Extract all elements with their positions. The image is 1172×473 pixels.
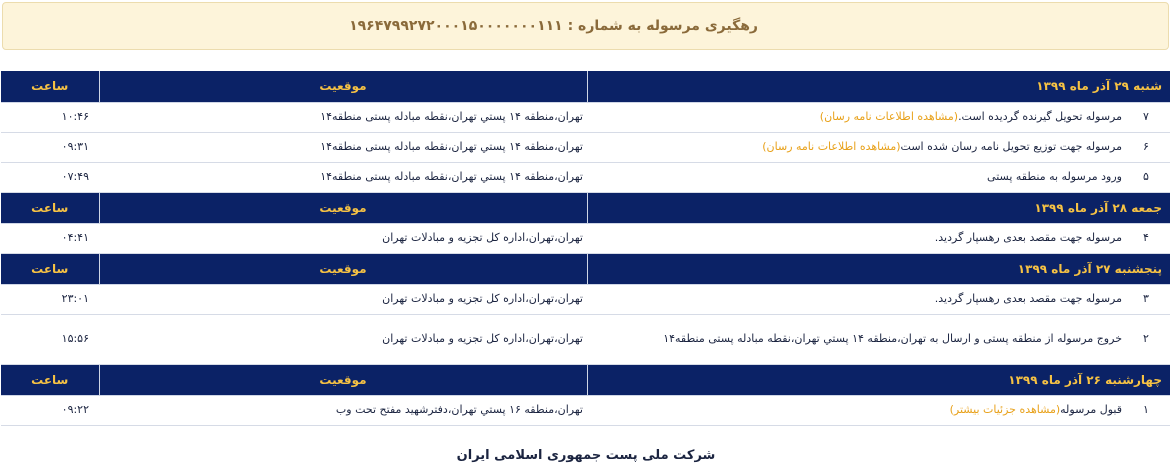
event-location: تهران،منطقه ۱۶ پستي تهران،دفترشهید مفتح تحت وب: [99, 395, 587, 425]
table-row: [1, 102, 1170, 132]
row-number: ۳: [1143, 292, 1149, 305]
event-location: تهران،تهران،اداره کل تجزیه و مبادلات تهران: [99, 314, 587, 364]
event-description: [593, 138, 1122, 156]
event-time: ۱۰:۴۶: [1, 102, 99, 132]
table-row: [1, 132, 1170, 162]
event-description: [593, 229, 1122, 247]
day-header-row: [1, 71, 1170, 102]
event-description-text: مرسوله جهت مقصد بعدی رهسپار گردید.: [934, 292, 1122, 305]
event-description-cell: [587, 162, 1170, 192]
row-number: ۶: [1143, 140, 1149, 153]
day-header-row: [1, 253, 1170, 284]
row-number: ۷: [1143, 110, 1149, 123]
event-time: ۲۳:۰۱: [1, 284, 99, 314]
event-location: تهران،تهران،اداره کل تجزیه و مبادلات تهران: [99, 223, 587, 253]
event-description-text: خروج مرسوله از منطقه پستی و ارسال به تهران،منطقه ۱۴ پستي تهران،نقطه مبادله پستی منطقه۱۴: [663, 332, 1122, 345]
day-date: چهارشنبه ۲۶ آذر ماه ۱۳۹۹: [587, 364, 1170, 395]
details-link[interactable]: (مشاهده اطلاعات نامه رسان): [819, 110, 959, 123]
day-header-row: [1, 192, 1170, 223]
row-number: ۴: [1143, 231, 1149, 244]
details-link[interactable]: (مشاهده جزئیات بیشتر): [949, 403, 1061, 416]
event-time: ۰۷:۴۹: [1, 162, 99, 192]
event-time: ۱۵:۵۶: [1, 314, 99, 364]
event-description: [593, 330, 1122, 348]
day-date: پنجشنبه ۲۷ آذر ماه ۱۳۹۹: [587, 253, 1170, 284]
event-description-cell: [587, 102, 1170, 132]
event-description-cell: [587, 223, 1170, 253]
row-number: ۲: [1143, 332, 1149, 345]
row-number: ۱: [1143, 403, 1149, 416]
event-description-cell: [587, 395, 1170, 425]
location-column-header: موقعیت: [99, 192, 587, 223]
tracking-label: رهگیری مرسوله به شماره :: [562, 18, 758, 34]
tracking-table: [1, 71, 1170, 426]
footer-company-name: شرکت ملی پست جمهوری اسلامی ایران: [456, 448, 716, 463]
location-column-header: موقعیت: [99, 71, 587, 102]
event-location: تهران،منطقه ۱۴ پستي تهران،نقطه مبادله پستی منطقه۱۴: [99, 162, 587, 192]
event-time: ۰۹:۲۲: [1, 395, 99, 425]
event-time: ۰۴:۴۱: [1, 223, 99, 253]
event-description-text: مرسوله تحویل گیرنده گردیده است.: [958, 110, 1122, 123]
event-description-cell: [587, 284, 1170, 314]
table-row: [1, 162, 1170, 192]
event-description-text: قبول مرسوله: [1060, 403, 1122, 416]
event-description-cell: [587, 132, 1170, 162]
time-column-header: ساعت: [1, 192, 99, 223]
table-row: [1, 395, 1170, 425]
details-link[interactable]: (مشاهده اطلاعات نامه رسان): [762, 140, 901, 153]
event-location: تهران،تهران،اداره کل تجزیه و مبادلات تهران: [99, 284, 587, 314]
event-time: ۰۹:۳۱: [1, 132, 99, 162]
tracking-header: [2, 2, 1169, 50]
day-date: شنبه ۲۹ آذر ماه ۱۳۹۹: [587, 71, 1170, 102]
tracking-table-body: [1, 71, 1170, 425]
day-date: جمعه ۲۸ آذر ماه ۱۳۹۹: [587, 192, 1170, 223]
location-column-header: موقعیت: [99, 364, 587, 395]
day-header-row: [1, 364, 1170, 395]
event-location: تهران،منطقه ۱۴ پستي تهران،نقطه مبادله پستی منطقه۱۴: [99, 132, 587, 162]
time-column-header: ساعت: [1, 71, 99, 102]
row-number: ۵: [1143, 170, 1149, 183]
table-row: [1, 284, 1170, 314]
table-row: [1, 223, 1170, 253]
event-description: [593, 168, 1122, 186]
time-column-header: ساعت: [1, 253, 99, 284]
event-description-text: مرسوله جهت مقصد بعدی رهسپار گردید.: [934, 231, 1122, 244]
event-description-cell: [587, 314, 1170, 364]
event-description-text: ورود مرسوله به منطقه پستی: [987, 170, 1122, 183]
time-column-header: ساعت: [1, 364, 99, 395]
event-location: تهران،منطقه ۱۴ پستي تهران،نقطه مبادله پستی منطقه۱۴: [99, 102, 587, 132]
event-description-text: مرسوله جهت توزیع تحویل نامه رسان شده است: [900, 140, 1122, 153]
event-description: [593, 108, 1122, 126]
table-row: [1, 314, 1170, 364]
tracking-number: ۱۹۶۴۷۹۹۲۷۲۰۰۰۱۵۰۰۰۰۰۰۰۱۱۱: [349, 18, 563, 34]
tracking-title: [349, 18, 758, 34]
location-column-header: موقعیت: [99, 253, 587, 284]
event-description: [593, 401, 1122, 419]
event-description: [593, 290, 1122, 308]
